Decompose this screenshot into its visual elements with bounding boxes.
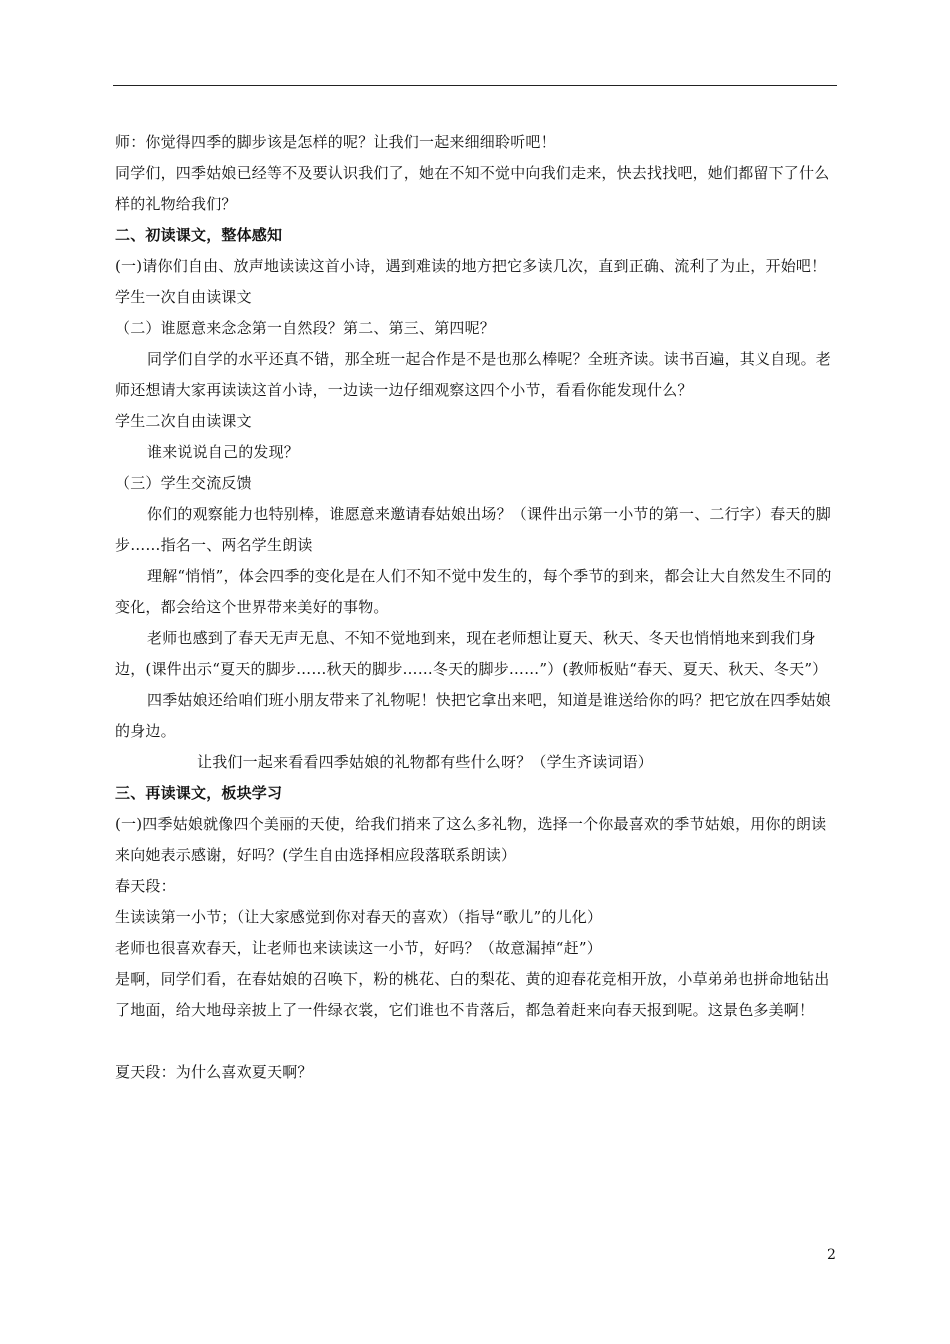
paragraph: 理解“悄悄”，体会四季的变化是在人们不知不觉中发生的，每个季节的到来，都会让大自然发生不同的变化，都会给这个世界带来美好的事物。 (115, 567, 832, 616)
paragraph: 夏天段：为什么喜欢夏天啊？ (115, 1063, 313, 1081)
paragraph: 四季姑娘还给咱们班小朋友带来了礼物呢！快把它拿出来吧，知道是谁送给你的吗？把它放在四季姑娘的身边。 (115, 691, 832, 740)
paragraph: 老师也感到了春天无声无息、不知不觉地到来，现在老师想让夏天、秋天、冬天也悄悄地来到我们身边，(课件出示“夏天的脚步……秋天的脚步……冬天的脚步……”）(教师板贴“春天、夏天、秋天、冬天”） (115, 629, 828, 678)
paragraph: 你们的观察能力也特别棒，谁愿意来邀请春姑娘出场？（课件出示第一小节的第一、二行字）春天的脚步……指名一、两名学生朗读 (115, 505, 832, 554)
paragraph: 是啊，同学们看，在春姑娘的召唤下，粉的桃花、白的梨花、黄的迎春花竞相开放，小草弟弟也拼命地钻出了地面，给大地母亲披上了一件绿衣裳，它们谁也不肯落后，都急着赶来向春天报到呢。这景色多美啊！ (115, 970, 830, 1019)
blank-line (115, 1026, 835, 1057)
paragraph: 谁来说说自己的发现？ (147, 443, 300, 461)
header-rule (113, 85, 837, 86)
paragraph: 学生二次自由读课文 (115, 412, 252, 430)
paragraph: 学生一次自由读课文 (115, 288, 252, 306)
paragraph: 同学们自学的水平还真不错，那全班一起合作是不是也那么棒呢？全班齐读。读书百遍，其义自现。老师还想请大家再读读这首小诗，一边读一边仔细观察这四个小节，看看你能发现什么？ (115, 350, 832, 399)
document-body (115, 127, 835, 1088)
paragraph: （二）谁愿意来念念第一自然段？第二、第三、第四呢？ (115, 319, 496, 337)
paragraph: 生读读第一小节；（让大家感觉到你对春天的喜欢）（指导“歌儿”的儿化） (115, 908, 603, 926)
section-heading: 二、初读课文，整体感知 (115, 226, 283, 244)
paragraph: (一)请你们自由、放声地读读这首小诗，遇到难读的地方把它多读几次，直到正确、流利了为止，开始吧！ (115, 257, 827, 275)
page-number: 2 (827, 1247, 836, 1263)
paragraph: 让我们一起来看看四季姑娘的礼物都有些什么呀？（学生齐读词语） (197, 753, 654, 771)
paragraph: 同学们，四季姑娘已经等不及要认识我们了，她在不知不觉中向我们走来，快去找找吧，她们都留下了什么样的礼物给我们？ (115, 164, 830, 213)
paragraph: 师：你觉得四季的脚步该是怎样的呢？让我们一起来细细聆听吧！ (115, 133, 556, 151)
paragraph: 老师也很喜欢春天，让老师也来读读这一小节，好吗？（故意漏掉“赶”） (115, 939, 602, 957)
paragraph: 春天段： (115, 877, 176, 895)
paragraph: (一)四季姑娘就像四个美丽的天使，给我们捎来了这么多礼物，选择一个你最喜欢的季节姑娘，用你的朗读来向她表示感谢，好吗？(学生自由选择相应段落联系朗读） (115, 815, 827, 864)
section-heading: 三、再读课文，板块学习 (115, 784, 283, 802)
paragraph: （三）学生交流反馈 (115, 474, 252, 492)
